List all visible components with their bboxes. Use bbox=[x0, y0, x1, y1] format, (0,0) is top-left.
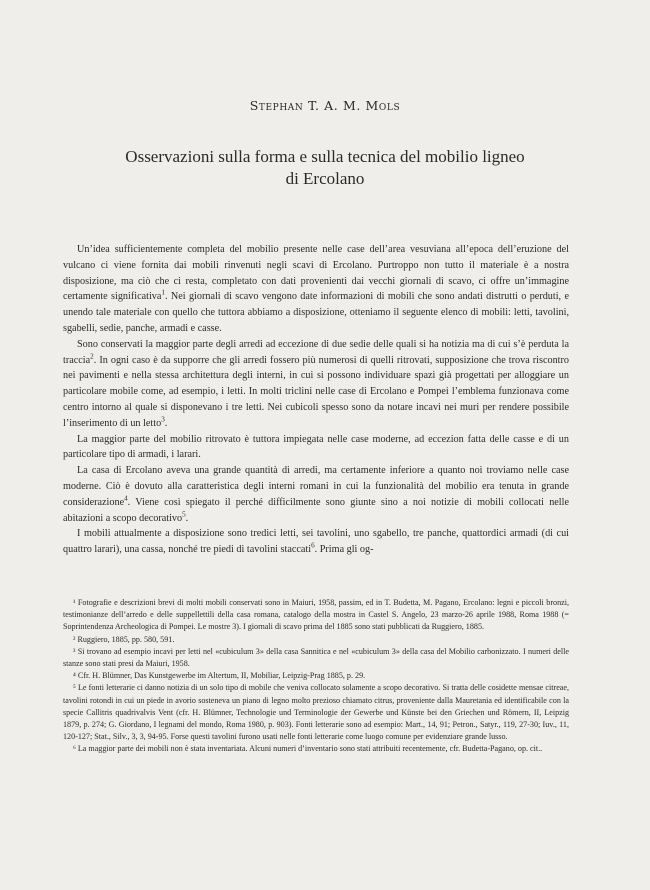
note-ref-1: 1 bbox=[161, 289, 165, 297]
footnotes bbox=[63, 597, 569, 756]
note-ref-2: 2 bbox=[90, 352, 94, 361]
footnote-4: ⁴ Cfr. H. Blümner, Das Kunstgewerbe im Altertum, II, Mobiliar, Leipzig-Prag 1885, p. 29. bbox=[73, 671, 366, 681]
title-line-1: Osservazioni sulla forma e sulla tecnica del mobilio ligneo bbox=[125, 147, 525, 166]
paragraph-2: Sono conservati la maggior parte degli arredi ad eccezione di due sedie delle quali si ha notizia ma di cui s’è perduta la traccia$^2$. In ogni caso è da supporre che gli arredi fossero più numerosi di quelli ritrovati, supposizione che trova riscontro nei pavimenti e nella stessa architettura degli interni, in cui si possono individuare spazi già progettati per alloggiare un particolare mobile come, ad esempio, i letti. In molti triclini nelle case di Ercolano e Pompei l’emblema funzionava come centro intorno al quale si disponevano i tre letti. Nei cubicoli spesso sono da notare incavi nei muri per rendere possibile l’inserimento di un letto$^3$. bbox=[63, 338, 569, 429]
footnote-3: ³ Si trovano ad esempio incavi per letti nel «cubiculum 3» della casa Sannitica e nel «cubiculum 3» della casa del Mobilio carbonizzato. I numeri delle stanze sono stati presi da Maiuri, 1958. bbox=[63, 646, 569, 669]
footnote-2: ² Ruggiero, 1885, pp. 580, 591. bbox=[73, 634, 175, 644]
paragraph-4: La casa di Ercolano aveva una grande quantità di arredi, ma certamente inferiore a quanto noi troviamo nelle case moderne. Ciò è dovuto alla caratteristica degli interni romani in cui la funzionalità del mobilio era tenuta in grande considerazione$^4$. Viene così spiegato il perché difficilmente sono giunte sino a noi notizie di mobili collocati nelle abitazioni a scopo decorativo$^5$. bbox=[63, 465, 569, 524]
footnote-6: ⁶ La maggior parte dei mobili non è stata inventariata. Alcuni numeri d’inventario sono stati attribuiti recentemente, cfr. Budetta-Pagano, op. cit.. bbox=[73, 744, 543, 754]
paragraph-5: I mobili attualmente a disposizione sono tredici letti, sei tavolini, uno sgabello, tre panche, quattordici armadi (di cui quattro larari), una cassa, nonché tre piedi di tavolini staccati$^6$. Prima gli og- bbox=[63, 528, 569, 556]
footnote-1: ¹ Fotografie e descrizioni brevi di molti mobili conservati sono in Maiuri, 1958, passim, ed in T. Budetta, M. Pagano, Ercolano: legni e piccoli bronzi, testimonianze dell’arredo e delle suppellettili della casa romana, catalogo della mostra in Castel S. Angelo, 23 marzo-26 aprile 1988, Roma 1988 (= Soprintendenza Archeologica di Pompei. Le mostre 3). I giornali di scavo prima del 1885 sono stati pubblicati da Ruggiero, 1885. bbox=[63, 598, 569, 632]
paragraph-1: Un’idea sufficientemente completa del mobilio presente nelle case dell’area vesuviana all’epoca dell’eruzione del vulcano ci viene fornita dai mobili rinvenuti negli scavi di Ercolano. Purtroppo non tutto il materiale è a nostra disposizione, ma ciò che ci resta, completato con dati provenienti dai vecchi giornali di scavo, ci offre un’immagine certamente significativa$^1$. Nei giornali di scavo vengono date informazioni di mobili che sono andati distrutti o perduti, e unendo tale materiale con quello che tuttora abbiamo a disposizione, otteniamo il seguente elenco di mobili: letti, tavolini, sgabelli, sedie, panche, armadi e casse. bbox=[63, 244, 569, 334]
title-line-2: di Ercolano bbox=[285, 169, 365, 188]
note-ref-6: 6 bbox=[311, 541, 315, 550]
note-ref-4: 4 bbox=[124, 494, 128, 503]
body-text bbox=[63, 242, 569, 558]
paragraph-3: La maggior parte del mobilio ritrovato è tuttora impiegata nelle case moderne, ad eccezion fatta delle casse e di un particolare tipo di armadi, i larari. bbox=[63, 433, 569, 461]
author-name: Stephan T. A. M. Mols bbox=[249, 98, 401, 113]
article-title bbox=[40, 146, 610, 190]
footnote-5: ⁵ Le fonti letterarie ci danno notizia di un solo tipo di mobile che veniva collocato solamente a scopo decorativo. Si tratta delle cosidette mensae citreae, tavolini rotondi in cui un piede in avorio sosteneva un piano di legno molto prezioso chiamato citrus, proveniente dalla Mauretania ed identificabile con la specie Callitris quadrivalvis Vent (cfr. H. Blümner, Technologie und Terminologie der Gewerbe und Künste bei den Griechen und Römern, II, Leipzig 1879, p. 274; G. Giordano, I legnami del mondo, Roma 1980, p. 903). Fonti letterarie sono ad esempio: Mart., 14, 91; Petron., Satyr., 119, 27-30; Iuv., 11, 120-127; Stat., Silv., 3, 3, 94-95. Forse questi tavolini furono usati nelle fonti letterarie come luogo comune per evidenziare grande lusso. bbox=[63, 683, 569, 742]
note-ref-3: 3 bbox=[161, 415, 165, 424]
note-ref-5: 5 bbox=[182, 510, 186, 519]
